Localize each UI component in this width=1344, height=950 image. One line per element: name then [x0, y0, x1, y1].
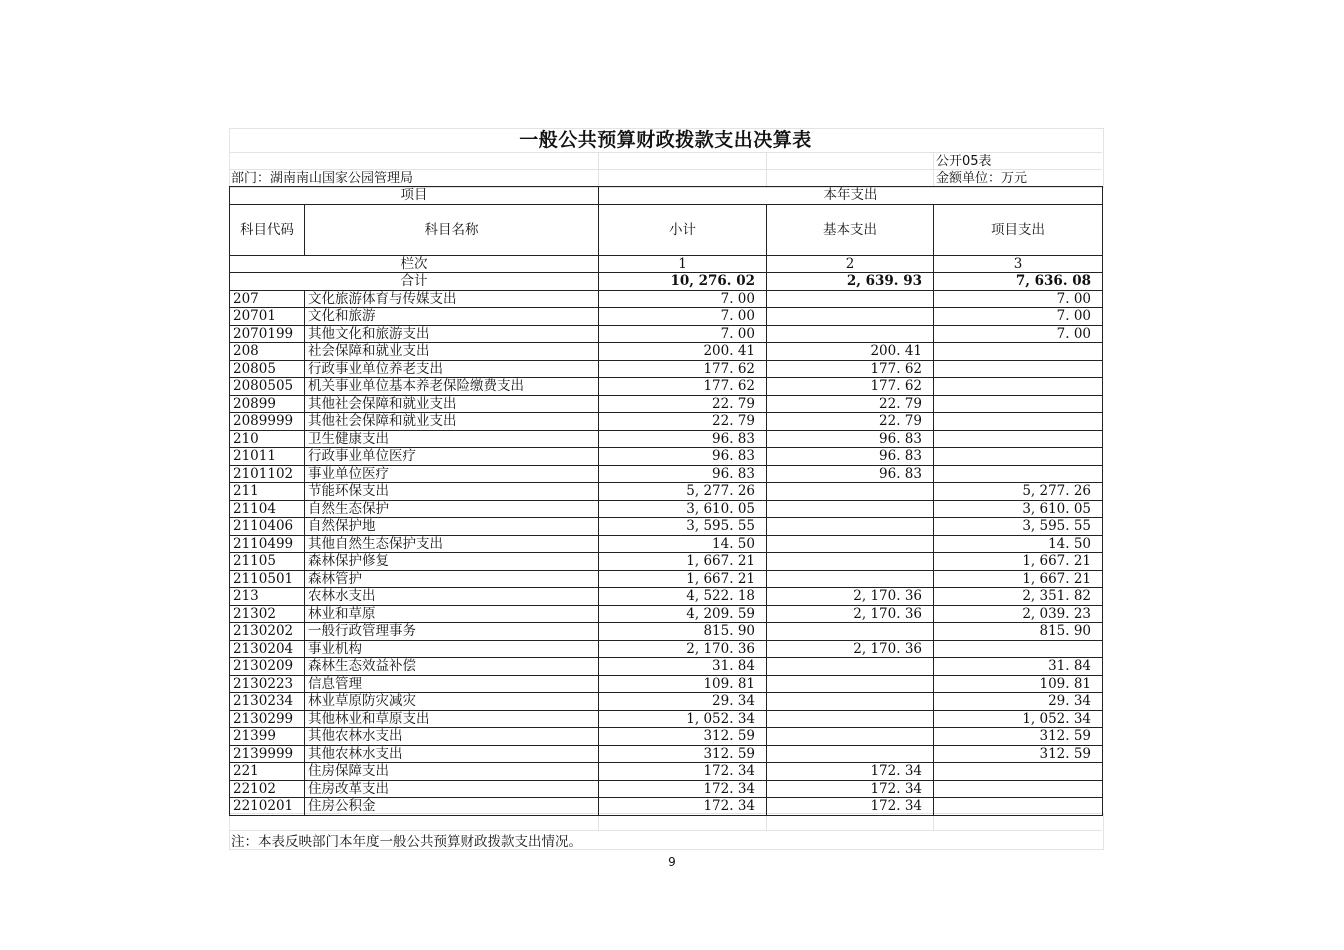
row-project: 7. 00	[934, 325, 1103, 343]
row-subtotal: 312. 59	[599, 745, 767, 763]
row-basic: 96. 83	[767, 448, 934, 466]
row-basic	[767, 658, 934, 676]
table-row	[230, 465, 1103, 483]
row-project	[934, 413, 1103, 431]
row-basic	[767, 693, 934, 711]
row-name: 其他农林水支出	[305, 728, 599, 746]
row-name: 其他林业和草原支出	[305, 710, 599, 728]
row-code: 20899	[230, 395, 305, 413]
row-code: 2070199	[230, 325, 305, 343]
row-code: 2110501	[230, 570, 305, 588]
row-name: 卫生健康支出	[305, 430, 599, 448]
row-subtotal: 172. 34	[599, 780, 767, 798]
row-basic: 96. 83	[767, 465, 934, 483]
table-row	[230, 343, 1103, 361]
faint-gridline	[766, 152, 767, 186]
total-subtotal: 10, 276. 02	[599, 273, 767, 291]
table-row	[230, 798, 1103, 816]
row-project: 3, 610. 05	[934, 500, 1103, 518]
row-subtotal: 815. 90	[599, 623, 767, 641]
row-subtotal: 172. 34	[599, 763, 767, 781]
basic-header: 基本支出	[767, 204, 934, 255]
row-name: 事业单位医疗	[305, 465, 599, 483]
table-row	[230, 290, 1103, 308]
row-project: 3, 595. 55	[934, 518, 1103, 536]
table-row	[230, 780, 1103, 798]
row-name: 住房改革支出	[305, 780, 599, 798]
row-name: 其他自然生态保护支出	[305, 535, 599, 553]
row-code: 2130204	[230, 640, 305, 658]
table-row	[230, 430, 1103, 448]
row-basic: 2, 170. 36	[767, 605, 934, 623]
row-code: 2101102	[230, 465, 305, 483]
table-row	[230, 640, 1103, 658]
row-basic	[767, 675, 934, 693]
page-number: 9	[668, 855, 676, 869]
column-index-label: 栏次	[230, 255, 599, 273]
row-project	[934, 360, 1103, 378]
table-row	[230, 745, 1103, 763]
project-header: 项目支出	[934, 204, 1103, 255]
row-subtotal: 22. 79	[599, 413, 767, 431]
row-name: 其他文化和旅游支出	[305, 325, 599, 343]
row-subtotal: 1, 052. 34	[599, 710, 767, 728]
row-subtotal: 5, 277. 26	[599, 483, 767, 501]
row-subtotal: 109. 81	[599, 675, 767, 693]
item-header: 项目	[230, 187, 599, 205]
row-project	[934, 395, 1103, 413]
row-subtotal: 1, 667. 21	[599, 553, 767, 571]
row-project	[934, 798, 1103, 816]
row-name: 一般行政管理事务	[305, 623, 599, 641]
code-header: 科目代码	[230, 204, 305, 255]
row-subtotal: 96. 83	[599, 465, 767, 483]
row-project	[934, 378, 1103, 396]
row-basic	[767, 500, 934, 518]
table-title: 一般公共预算财政拨款支出决算表	[519, 129, 812, 151]
table-row	[230, 588, 1103, 606]
row-project: 5, 277. 26	[934, 483, 1103, 501]
row-code: 20701	[230, 308, 305, 326]
row-name: 信息管理	[305, 675, 599, 693]
column-index-row	[230, 255, 1103, 273]
row-subtotal: 312. 59	[599, 728, 767, 746]
table-row	[230, 500, 1103, 518]
row-subtotal: 14. 50	[599, 535, 767, 553]
row-name: 住房保障支出	[305, 763, 599, 781]
row-basic	[767, 745, 934, 763]
row-basic	[767, 728, 934, 746]
row-project	[934, 448, 1103, 466]
row-code: 213	[230, 588, 305, 606]
row-name: 节能环保支出	[305, 483, 599, 501]
row-subtotal: 7. 00	[599, 308, 767, 326]
faint-gridline	[933, 152, 934, 186]
row-code: 21302	[230, 605, 305, 623]
row-project: 31. 84	[934, 658, 1103, 676]
row-project: 312. 59	[934, 745, 1103, 763]
row-code: 211	[230, 483, 305, 501]
unit-label: 金额单位：万元	[936, 171, 1028, 186]
column-index-3: 3	[934, 255, 1103, 273]
table-row	[230, 448, 1103, 466]
current-year-header: 本年支出	[599, 187, 1103, 205]
row-subtotal: 3, 610. 05	[599, 500, 767, 518]
row-project: 1, 667. 21	[934, 570, 1103, 588]
row-basic: 2, 170. 36	[767, 588, 934, 606]
row-subtotal: 7. 00	[599, 325, 767, 343]
row-code: 22102	[230, 780, 305, 798]
row-code: 20805	[230, 360, 305, 378]
row-name: 其他农林水支出	[305, 745, 599, 763]
table-row	[230, 360, 1103, 378]
row-basic: 2, 170. 36	[767, 640, 934, 658]
row-subtotal: 96. 83	[599, 430, 767, 448]
row-basic: 22. 79	[767, 413, 934, 431]
table-row	[230, 710, 1103, 728]
row-project: 2, 351. 82	[934, 588, 1103, 606]
row-subtotal: 4, 522. 18	[599, 588, 767, 606]
row-name: 农林水支出	[305, 588, 599, 606]
row-subtotal: 4, 209. 59	[599, 605, 767, 623]
row-project	[934, 640, 1103, 658]
row-project: 1, 667. 21	[934, 553, 1103, 571]
faint-gridline	[598, 152, 599, 186]
row-basic	[767, 710, 934, 728]
row-subtotal: 22. 79	[599, 395, 767, 413]
table-row	[230, 605, 1103, 623]
total-label: 合计	[230, 273, 599, 291]
table-note: 注：本表反映部门本年度一般公共预算财政拨款支出情况。	[231, 834, 582, 850]
row-subtotal: 177. 62	[599, 378, 767, 396]
table-row	[230, 675, 1103, 693]
department-label: 部门：湖南南山国家公园管理局	[231, 171, 414, 186]
row-name: 机关事业单位基本养老保险缴费支出	[305, 378, 599, 396]
row-project	[934, 430, 1103, 448]
row-basic: 177. 62	[767, 360, 934, 378]
row-code: 208	[230, 343, 305, 361]
name-header: 科目名称	[305, 204, 599, 255]
row-name: 文化旅游体育与传媒支出	[305, 290, 599, 308]
total-project: 7, 636. 08	[934, 273, 1103, 291]
row-project: 7. 00	[934, 308, 1103, 326]
header-row-1	[230, 187, 1103, 205]
row-code: 21011	[230, 448, 305, 466]
table-row	[230, 693, 1103, 711]
faint-gridline	[766, 813, 767, 830]
table-row	[230, 518, 1103, 536]
row-project	[934, 465, 1103, 483]
table-row	[230, 413, 1103, 431]
row-code: 2130299	[230, 710, 305, 728]
row-name: 森林生态效益补偿	[305, 658, 599, 676]
row-name: 自然生态保护	[305, 500, 599, 518]
row-code: 2130202	[230, 623, 305, 641]
row-code: 2130234	[230, 693, 305, 711]
row-subtotal: 177. 62	[599, 360, 767, 378]
table-row	[230, 570, 1103, 588]
row-basic	[767, 535, 934, 553]
row-project: 29. 34	[934, 693, 1103, 711]
table-row	[230, 535, 1103, 553]
header-row-2	[230, 204, 1103, 255]
row-code: 2080505	[230, 378, 305, 396]
table-number: 公开05表	[936, 154, 992, 169]
subtotal-header: 小计	[599, 204, 767, 255]
row-basic	[767, 623, 934, 641]
row-basic: 172. 34	[767, 763, 934, 781]
row-project	[934, 343, 1103, 361]
faint-gridline	[598, 813, 599, 830]
row-subtotal: 29. 34	[599, 693, 767, 711]
row-code: 2130223	[230, 675, 305, 693]
table-row	[230, 395, 1103, 413]
row-basic: 172. 34	[767, 798, 934, 816]
row-code: 210	[230, 430, 305, 448]
row-basic	[767, 553, 934, 571]
row-project	[934, 780, 1103, 798]
row-subtotal: 3, 595. 55	[599, 518, 767, 536]
table-row	[230, 658, 1103, 676]
row-project: 109. 81	[934, 675, 1103, 693]
row-project	[934, 763, 1103, 781]
row-code: 2110406	[230, 518, 305, 536]
row-subtotal: 96. 83	[599, 448, 767, 466]
row-code: 2110499	[230, 535, 305, 553]
row-code: 2089999	[230, 413, 305, 431]
row-code: 2130209	[230, 658, 305, 676]
row-name: 林业和草原	[305, 605, 599, 623]
table-row	[230, 623, 1103, 641]
row-project: 1, 052. 34	[934, 710, 1103, 728]
row-name: 林业草原防灾减灾	[305, 693, 599, 711]
row-name: 其他社会保障和就业支出	[305, 413, 599, 431]
row-subtotal: 7. 00	[599, 290, 767, 308]
row-name: 自然保护地	[305, 518, 599, 536]
table-row	[230, 553, 1103, 571]
row-basic	[767, 290, 934, 308]
row-basic	[767, 308, 934, 326]
row-subtotal: 2, 170. 36	[599, 640, 767, 658]
row-basic	[767, 325, 934, 343]
row-basic: 177. 62	[767, 378, 934, 396]
total-basic: 2, 639. 93	[767, 273, 934, 291]
row-name: 行政事业单位医疗	[305, 448, 599, 466]
table-row	[230, 378, 1103, 396]
row-project: 312. 59	[934, 728, 1103, 746]
row-basic: 96. 83	[767, 430, 934, 448]
row-code: 207	[230, 290, 305, 308]
row-project: 7. 00	[934, 290, 1103, 308]
budget-table	[229, 186, 1103, 816]
row-name: 文化和旅游	[305, 308, 599, 326]
row-project: 14. 50	[934, 535, 1103, 553]
table-row	[230, 483, 1103, 501]
row-code: 2210201	[230, 798, 305, 816]
row-subtotal: 200. 41	[599, 343, 767, 361]
row-code: 2139999	[230, 745, 305, 763]
table-row	[230, 728, 1103, 746]
row-name: 行政事业单位养老支出	[305, 360, 599, 378]
table-row	[230, 763, 1103, 781]
total-row	[230, 273, 1103, 291]
column-index-1: 1	[599, 255, 767, 273]
row-name: 其他社会保障和就业支出	[305, 395, 599, 413]
row-code: 221	[230, 763, 305, 781]
row-basic	[767, 570, 934, 588]
row-code: 21105	[230, 553, 305, 571]
row-basic: 22. 79	[767, 395, 934, 413]
row-name: 事业机构	[305, 640, 599, 658]
row-basic	[767, 483, 934, 501]
row-basic: 172. 34	[767, 780, 934, 798]
row-name: 社会保障和就业支出	[305, 343, 599, 361]
row-name: 森林管护	[305, 570, 599, 588]
row-code: 21104	[230, 500, 305, 518]
row-project: 2, 039. 23	[934, 605, 1103, 623]
row-basic	[767, 518, 934, 536]
row-name: 住房公积金	[305, 798, 599, 816]
row-code: 21399	[230, 728, 305, 746]
table-row	[230, 308, 1103, 326]
column-index-2: 2	[767, 255, 934, 273]
table-row	[230, 325, 1103, 343]
row-subtotal: 31. 84	[599, 658, 767, 676]
row-subtotal: 1, 667. 21	[599, 570, 767, 588]
faint-gridline	[933, 813, 934, 830]
row-name: 森林保护修复	[305, 553, 599, 571]
row-basic: 200. 41	[767, 343, 934, 361]
row-subtotal: 172. 34	[599, 798, 767, 816]
row-project: 815. 90	[934, 623, 1103, 641]
